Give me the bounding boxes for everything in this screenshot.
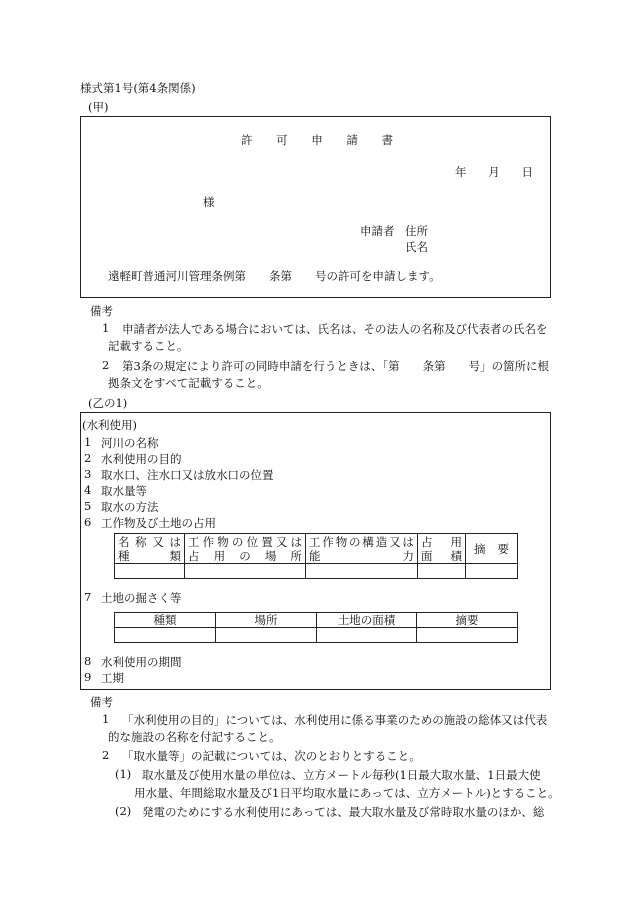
water-use-item6: 工作物及び土地の占用 — [101, 516, 216, 530]
col-remarks: 摘要 — [417, 613, 518, 628]
structure-table — [114, 533, 518, 579]
notes1-item2-line1: 第3条の規定により許可の同時申請を行うときは、「第 条第 号」の箇所に根 — [122, 359, 550, 373]
table-cell[interactable] — [115, 564, 185, 579]
water-use-item2-num: 2 — [84, 451, 92, 465]
table-cell[interactable] — [317, 628, 417, 643]
table-cell[interactable] — [418, 564, 466, 579]
addressee-label: 様 — [203, 195, 215, 209]
water-use-item3-num: 3 — [84, 467, 92, 481]
table-cell[interactable] — [417, 628, 518, 643]
water-use-item1-num: 1 — [84, 435, 92, 449]
notes1-item1-line1: 申請者が法人である場合においては、氏名は、その法人の名称及び代表者の氏名を — [122, 322, 548, 336]
table-row — [115, 628, 518, 643]
applicant-label: 申請者 — [360, 224, 395, 238]
table-cell[interactable] — [306, 564, 418, 579]
col-type: 種類 — [115, 613, 216, 628]
water-use-item2: 水利使用の目的 — [101, 452, 182, 466]
col-structure: 工 作 物 の 構 造 又 は 能 力 — [306, 534, 418, 564]
notes2-sub1-num: (1) — [115, 767, 132, 781]
water-use-header: (水利使用) — [82, 418, 137, 432]
section-otsu-label: (乙の1) — [88, 396, 128, 410]
notes2-sub1-line2: 用水量、年間総取水量及び1日平均取水量にあっては、立方メートル)とすること。 — [134, 786, 560, 800]
col-location: 工 作 物 の 位 置 又 は 占 用 の 場 所 — [185, 534, 306, 564]
notes2-sub2-num: (2) — [115, 804, 132, 818]
table-cell[interactable] — [115, 628, 216, 643]
table-header-row — [115, 534, 518, 564]
notes2-item2-num: 2 — [102, 748, 110, 762]
water-use-item6-num: 6 — [84, 515, 92, 529]
form-title: 様式第1号(第4条関係) — [80, 81, 196, 95]
notes2-item1-num: 1 — [102, 712, 110, 726]
notes2-title: 備考 — [90, 695, 113, 709]
notes1-item2-line2: 拠条文をすべて記載すること。 — [108, 376, 269, 390]
water-use-item4: 取水量等 — [101, 484, 147, 498]
notes1-item1-line2: 記載すること。 — [108, 339, 189, 353]
notes2-item1-line1: 「水利使用の目的」については、水利使用に係る事業のための施設の総体又は代表 — [122, 713, 548, 727]
water-use-item9-num: 9 — [84, 670, 92, 684]
water-use-item3: 取水口、注水口又は放水口の位置 — [101, 468, 274, 482]
col-area: 占 用 面 積 — [418, 534, 466, 564]
table-cell[interactable] — [185, 564, 306, 579]
water-use-item9: 工期 — [101, 671, 124, 685]
application-box — [80, 116, 551, 298]
water-use-box — [80, 412, 551, 690]
notes2-sub2-line1: 発電のためにする水利使用にあっては、最大取水量及び常時取水量のほか、総 — [142, 805, 545, 819]
table-cell[interactable] — [216, 628, 317, 643]
water-use-item7-num: 7 — [84, 590, 92, 604]
water-use-item5-num: 5 — [84, 499, 92, 513]
section-ko-label: (甲) — [88, 100, 109, 114]
water-use-item1: 河川の名称 — [101, 436, 159, 450]
water-use-item7: 土地の掘さく等 — [101, 591, 182, 605]
water-use-item8-num: 8 — [84, 654, 92, 668]
date-field: 年 月 日 — [455, 165, 533, 179]
notes2-item2-line1: 「取水量等」の記載については、次のとおりとすること。 — [122, 749, 421, 763]
address-label: 住所 — [405, 224, 428, 238]
table-cell[interactable] — [466, 564, 518, 579]
name-label: 氏名 — [405, 240, 428, 254]
water-use-item5: 取水の方法 — [101, 500, 159, 514]
notes1-item2-num: 2 — [102, 358, 110, 372]
col-land-area: 土地の面積 — [317, 613, 417, 628]
table-header-row — [115, 613, 518, 628]
table-row — [115, 564, 518, 579]
notes1-title: 備考 — [90, 304, 113, 318]
notes2-sub1-line1: 取水量及び使用水量の単位は、立方メートル毎秒(1日最大取水量、1日最大使 — [142, 768, 541, 782]
water-use-item4-num: 4 — [84, 483, 92, 497]
col-remarks: 摘 要 — [466, 534, 518, 564]
water-use-item8: 水利使用の期間 — [101, 655, 182, 669]
excavation-table — [114, 612, 518, 643]
application-title: 許 可 申 請 書 — [241, 133, 393, 147]
notes1-item1-num: 1 — [102, 321, 110, 335]
request-text: 遠軽町普通河川管理条例第 条第 号の許可を申請します。 — [108, 269, 441, 283]
col-name-type: 名 称 又 は 種 類 — [115, 534, 185, 564]
notes2-item1-line2: 的な施設の名称を付記すること。 — [108, 730, 281, 744]
col-place: 場所 — [216, 613, 317, 628]
